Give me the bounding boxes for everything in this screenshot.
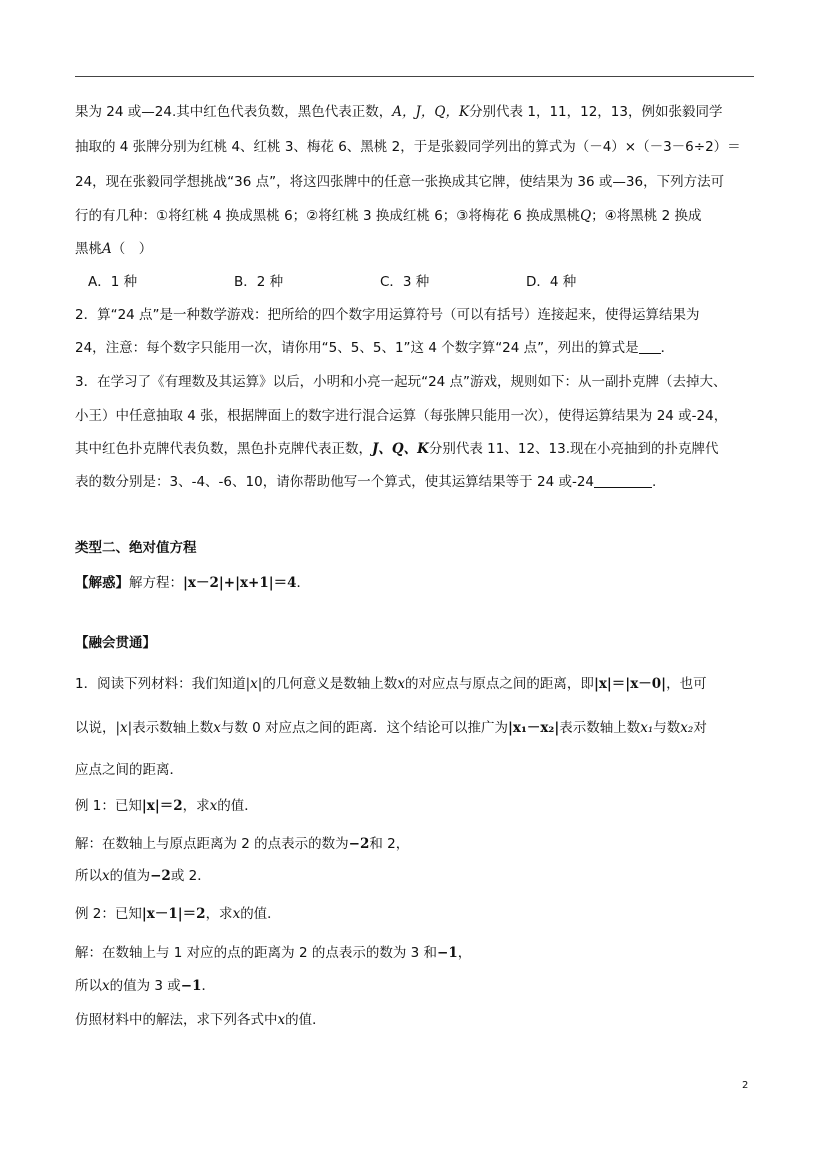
- option-a: A．1 种: [88, 274, 138, 290]
- text: 以说，: [75, 720, 116, 736]
- text: 的几何意义是数轴上数: [262, 676, 398, 692]
- equation: |x－2|+|x+1|＝4: [183, 575, 297, 591]
- solution-2: [75, 943, 471, 963]
- p1-line-5: [75, 239, 152, 259]
- math-eq: |x－1|＝2: [141, 906, 206, 922]
- text: （ ）: [111, 241, 153, 257]
- last-line: [75, 1010, 326, 1030]
- math-jqk: A，J，Q，K: [392, 104, 470, 120]
- math-q: Q: [580, 208, 592, 224]
- math-eq: |x|＝|x－0|: [593, 676, 667, 692]
- text: 的值为 3 或: [109, 978, 181, 994]
- math-x1: x₁: [640, 720, 654, 736]
- text: 的对应点与原点之间的距离，即: [404, 676, 594, 692]
- text: 或 2．: [170, 868, 211, 884]
- text: ，求: [205, 906, 233, 922]
- text: 表示数轴上数: [559, 720, 641, 736]
- solution-1: [75, 834, 409, 854]
- math-jqk: J、Q、K: [372, 441, 429, 457]
- text: 表的数分别是：3、-4、-6、10，请你帮助他写一个算式，使其运算结果等于 24 或-24: [75, 474, 594, 490]
- text: 解方程：: [129, 575, 183, 591]
- q2-line-1: 2．算“24 点”是一种数学游戏：把所给的四个数字用运算符号（可以有括号）连接起来，使得运算结果为: [75, 307, 700, 323]
- math-abs-x1x2: |x₁－x₂|: [508, 720, 560, 736]
- text: 对: [693, 720, 707, 736]
- text: 解：在数轴上与 1 对应的点的距离为 2 的点表示的数为 3 和: [75, 945, 438, 961]
- example-2: [75, 904, 281, 924]
- math-a: A: [102, 241, 112, 257]
- p1-line-1: [75, 102, 722, 122]
- text: ．: [201, 978, 216, 994]
- text: 例 1：已知: [75, 798, 142, 814]
- text: 的值．: [217, 798, 258, 814]
- section-heading-ronghui: 【融会贯通】: [75, 635, 156, 651]
- q3-line-1: 3．在学习了《有理数及其运算》以后，小明和小亮一起玩“24 点”游戏，规则如下：从一副扑克牌（去掉大、: [75, 374, 727, 390]
- text: .: [652, 474, 657, 490]
- q3-line-4: [75, 472, 656, 492]
- text: 例 2：已知: [75, 906, 142, 922]
- math-x: x: [102, 868, 110, 884]
- r-line-1: [75, 674, 707, 694]
- text: 黑桃: [75, 241, 102, 257]
- example-1: [75, 796, 258, 816]
- header-rule: [75, 76, 754, 77]
- q2-line-2: [75, 338, 674, 358]
- text: 1．阅读下列材料：我们知道: [75, 676, 246, 692]
- text: 表示数轴上数: [132, 720, 214, 736]
- text: ；④将黑桃 2 换成: [591, 208, 702, 224]
- option-b: B．2 种: [234, 274, 284, 290]
- math-x: x: [213, 720, 221, 736]
- page-number: 2: [742, 1080, 749, 1091]
- text: ，也可: [666, 676, 707, 692]
- p1-line-2: 抽取的 4 张牌分别为红桃 4、红桃 3、梅花 6、黑桃 2，于是张毅同学列出的算式为（－4）×（－3－6÷2）＝: [75, 139, 741, 155]
- math-abs-x: |x|: [245, 676, 263, 692]
- text: 的值．: [240, 906, 281, 922]
- text: ．: [296, 575, 311, 591]
- options-row: [88, 272, 576, 292]
- text: 与数: [653, 720, 681, 736]
- text: 分别代表 1，11，12，13，例如张毅同学: [469, 104, 723, 120]
- answer-blank: [639, 339, 661, 354]
- text: ．: [660, 340, 675, 356]
- math-x: x: [397, 676, 405, 692]
- jiehuo-label: 【解惑】: [75, 575, 129, 591]
- math-neg2: −2: [348, 836, 370, 852]
- option-d: D．4 种: [526, 274, 577, 290]
- math-neg1: −1: [437, 945, 458, 961]
- p1-line-3: 24，现在张毅同学想挑战“36 点”，将这四张牌中的任意一张换成其它牌，使结果为 36 或—36，下列方法可: [75, 174, 725, 190]
- text: 与数 0 对应点之间的距离．这个结论可以推广为: [220, 720, 509, 736]
- text: 果为 24 或—24.其中红色代表负数，黑色代表正数，: [75, 104, 393, 120]
- math-x2: x₂: [680, 720, 694, 736]
- math-neg1: −1: [180, 978, 202, 994]
- option-c: C．3 种: [380, 274, 430, 290]
- so-1: [75, 866, 211, 886]
- text: 的值．: [285, 1012, 326, 1028]
- text: 解：在数轴上与原点距离为 2 的点表示的数为: [75, 836, 349, 852]
- text: 所以: [75, 868, 102, 884]
- math-x: x: [277, 1012, 286, 1028]
- text: 分别代表 11、12、13.现在小亮抽到的扑克牌代: [428, 441, 719, 457]
- math-x: x: [209, 798, 218, 814]
- answer-blank: [594, 473, 652, 488]
- so-2: [75, 976, 215, 996]
- text: 的值为: [109, 868, 151, 884]
- r-line-2: [75, 718, 707, 738]
- r-line-3: 应点之间的距离．: [75, 762, 183, 778]
- text: 其中红色扑克牌代表负数，黑色扑克牌代表正数，: [75, 441, 372, 457]
- text: 24，注意：每个数字只能用一次，请你用“5、5、5、1”这 4 个数字算“24 点”，列出的算式是: [75, 340, 639, 356]
- text: ，求: [182, 798, 210, 814]
- text: 和 2，: [369, 836, 410, 852]
- text: ，: [457, 945, 472, 961]
- text: 行的有几种：①将红桃 4 换成黑桃 6；②将红桃 3 换成红桃 6；③将梅花 6 换成黑桃: [75, 208, 581, 224]
- q3-line-3: [75, 439, 719, 459]
- jiehuo-line: [75, 573, 310, 593]
- math-abs-x: |x|: [115, 720, 133, 736]
- section-heading-type2: 类型二、绝对值方程: [75, 540, 197, 556]
- text: 仿照材料中的解法，求下列各式中: [75, 1012, 278, 1028]
- math-x: x: [232, 906, 241, 922]
- text: 所以: [75, 978, 102, 994]
- q3-line-2: 小王）中任意抽取 4 张，根据牌面上的数字进行混合运算（每张牌只能用一次），使得运算结果为 24 或-24，: [75, 408, 728, 424]
- p1-line-4: [75, 206, 701, 226]
- math-neg2: −2: [150, 868, 171, 884]
- math-eq: |x|＝2: [141, 798, 183, 814]
- math-x: x: [102, 978, 110, 994]
